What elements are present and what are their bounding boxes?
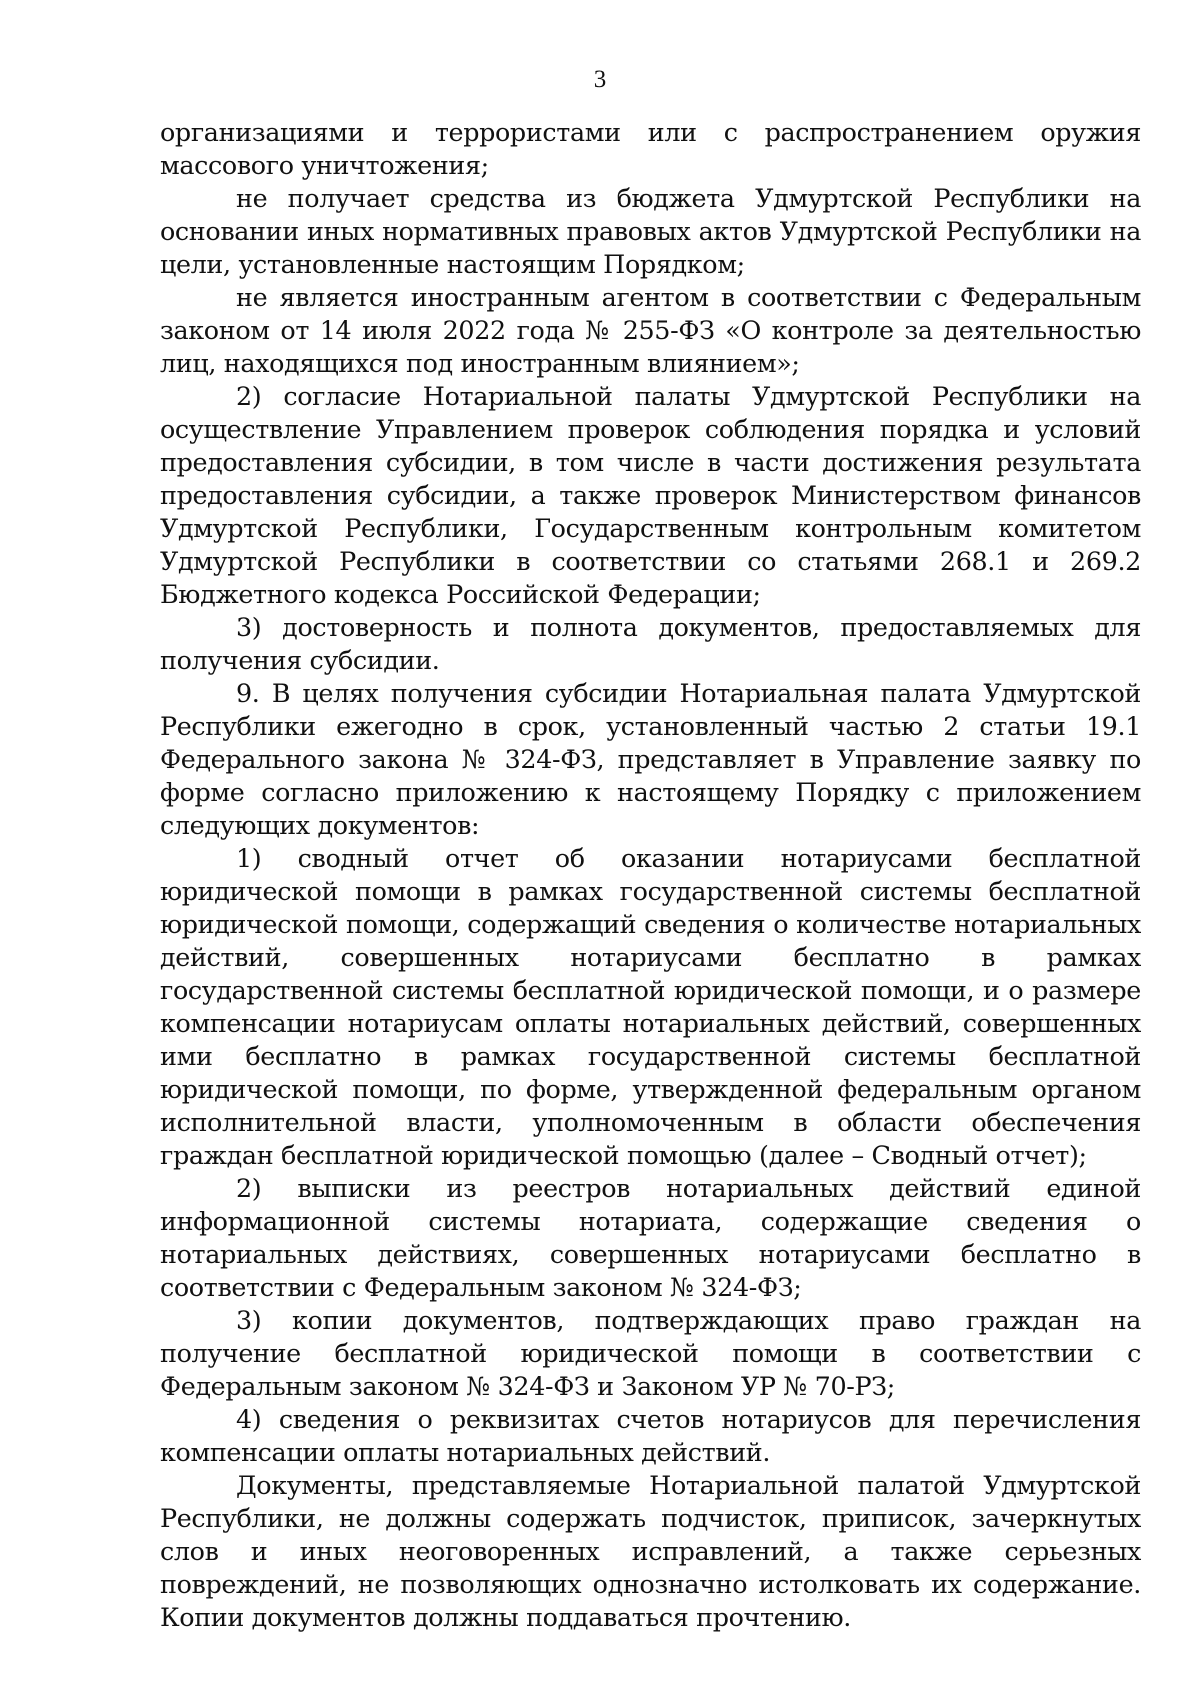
paragraph-section-9: 9. В целях получения субсидии Нотариальная палата Удмуртской Республики ежегодно в срок, установленный частью 2 статьи 19.1 Федерального закона № 324-ФЗ, представляет в Управление заявку по форме согласно приложению к настоящему Порядку с приложением следующих документов: bbox=[160, 678, 1141, 840]
paragraph-foreign-agent: не является иностранным агентом в соответствии с Федеральным законом от 14 июля 2022 года № 255-ФЗ «О контроле за деятельностью лиц, находящихся под иностранным влиянием»; bbox=[160, 282, 1141, 378]
paragraph-document-copies: 3) копии документов, подтверждающих право граждан на получение бесплатной юридической помощи в соответствии с Федеральным законом № 324-ФЗ и Законом УР № 70-РЗ; bbox=[160, 1305, 1141, 1401]
paragraph-account-details: 4) сведения о реквизитах счетов нотариусов для перечисления компенсации оплаты нотариальных действий. bbox=[160, 1404, 1141, 1467]
page-number: 3 bbox=[593, 66, 607, 93]
paragraph-document-accuracy: 3) достоверность и полнота документов, предоставляемых для получения субсидии. bbox=[160, 612, 1141, 675]
paragraph-document-requirements: Документы, представляемые Нотариальной палатой Удмуртской Республики, не должны содержать подчисток, приписок, зачеркнутых слов и иных неоговоренных исправлений, а также серьезных повреждений, не позволяющих однозначно истолковать их содержание. Копии документов должны поддаваться прочтению. bbox=[160, 1470, 1141, 1632]
document-body bbox=[160, 116, 1141, 1634]
paragraph-consent-inspections: 2) согласие Нотариальной палаты Удмуртской Республики на осуществление Управлением проверок соблюдения порядка и условий предоставления субсидии, в том числе в части достижения результата предоставления субсидии, а также проверок Министерством финансов Удмуртской Республики, Государственным контрольным комитетом Удмуртской Республики в соответствии со статьями 268.1 и 269.2 Бюджетного кодекса Российской Федерации; bbox=[160, 381, 1141, 609]
paragraph-budget-funds: не получает средства из бюджета Удмуртской Республики на основании иных нормативных правовых актов Удмуртской Республики на цели, установленные настоящим Порядком; bbox=[160, 183, 1141, 279]
paragraph-registry-extracts: 2) выписки из реестров нотариальных действий единой информационной системы нотариата, содержащие сведения о нотариальных действиях, совершенных нотариусами бесплатно в соответствии с Федеральным законом № 324-ФЗ; bbox=[160, 1173, 1141, 1302]
paragraph-continuation: организациями и террористами или с распространением оружия массового уничтожения; bbox=[160, 117, 1141, 180]
paragraph-summary-report: 1) сводный отчет об оказании нотариусами бесплатной юридической помощи в рамках государственной системы бесплатной юридической помощи, содержащий сведения о количестве нотариальных действий, совершенных нотариусами бесплатно в рамках государственной системы бесплатной юридической помощи, и о размере компенсации нотариусам оплаты нотариальных действий, совершенных ими бесплатно в рамках государственной системы бесплатной юридической помощи, по форме, утвержденной федеральным органом исполнительной власти, уполномоченным в области обеспечения граждан бесплатной юридической помощью (далее – Сводный отчет); bbox=[160, 843, 1141, 1170]
